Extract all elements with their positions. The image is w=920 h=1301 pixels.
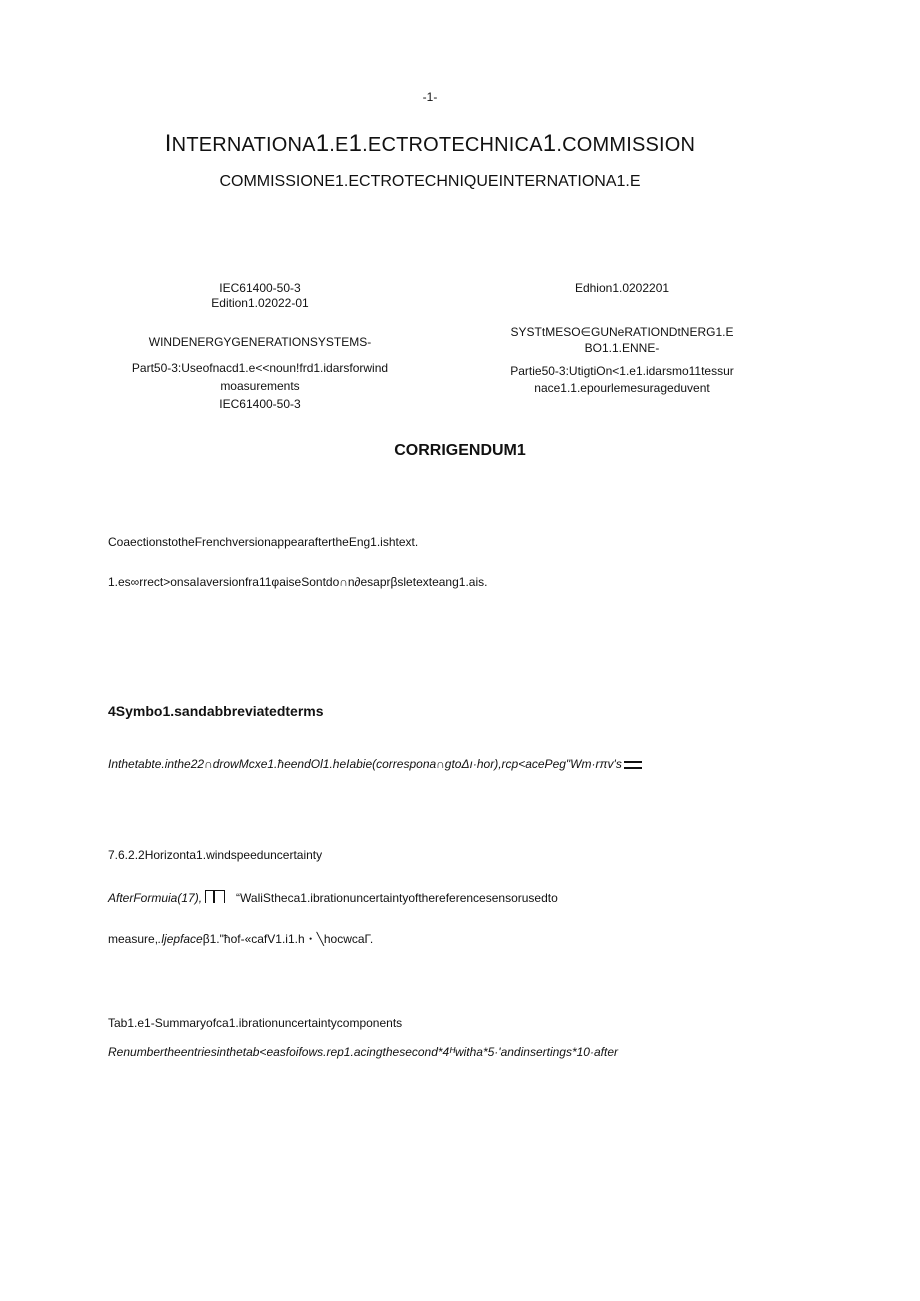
calibration-text: “WaliStheca1.ibrationuncertaintyofthereferencesensorusedto <box>236 891 558 905</box>
org-name-english-part6: 1 <box>542 130 557 157</box>
series-title-en: WINDENERGYGENERATIONSYSTEMS- <box>148 335 372 349</box>
table-1-instruction: Renumbertheentriesinthetab<easfoifows.rep1.acingthesecond*4ᴴwitha*5·'andinsertings*10·after <box>108 1045 618 1059</box>
org-name-english-part1: NTERNATIONA <box>171 134 316 156</box>
page-number: -1- <box>422 90 438 104</box>
org-name-english-initial: I <box>164 130 172 157</box>
org-name-english <box>0 130 860 158</box>
part-title-fr-line2: nace1.1.epourlemesurageduvent <box>534 381 710 395</box>
measure-text: measure, <box>108 932 159 946</box>
formula-symbol-mark <box>205 890 225 903</box>
standard-id-repeat: IEC61400-50-3 <box>219 397 301 411</box>
inserted-symbol-mark <box>624 761 642 769</box>
series-title-fr-line1: SYSTtMESO∈GUNeRATIONDtNERG1.E <box>510 325 734 339</box>
replace-tail-text: β1."ћof-«cafV1.i1.h・╲hocwcaΓ. <box>202 932 374 946</box>
org-name-english-part5: .ECTROTECHNICA <box>362 134 543 156</box>
org-name-english-part4: 1 <box>348 130 363 157</box>
edition-date: Edition1.02022-01 <box>211 296 309 310</box>
intro-english: CoaectionstotheFrenchversionappearaftertheEng1.ishtext. <box>108 535 419 549</box>
replace-text: .ljepface <box>158 932 203 946</box>
org-name-english-part7: .COMMISSION <box>556 134 696 156</box>
part-title-en-line2: moasurements <box>220 379 300 393</box>
org-name-english-part3: .E <box>329 134 349 156</box>
document-title: CORRIGENDUM1 <box>394 442 526 459</box>
section-7622-line2 <box>108 930 373 947</box>
section-7622-line1 <box>108 890 558 905</box>
after-formula-text: AfterFormuia(17), <box>108 891 203 905</box>
section-4-heading: 4Symbo1.sandabbreviatedterms <box>108 703 324 719</box>
part-title-fr-line1: Partie50-3:UtigtiOn<1.e1.idarsmo11tessur <box>510 364 734 378</box>
org-name-french: COMMISSIONE1.ECTROTECHNIQUEINTERNATIONA1.E <box>219 173 641 190</box>
standard-id: IEC61400-50-3 <box>219 281 301 295</box>
intro-french: 1.es∞rrect>onsaIaversionfra11φaiseSontdo∩n∂esaprβsletexteang1.ais. <box>108 575 488 589</box>
section-7622-heading: 7.6.2.2Horizonta1.windspeeduncertainty <box>108 848 323 862</box>
org-name-english-part2: 1 <box>315 130 330 157</box>
section-4-instruction: Inthetabte.inthe22∩drowMcxe1.ћeendOl1.heIabie(correspona∩gtoΔı·hor),rcp<acePeg"Wm·rπv's <box>108 757 622 771</box>
part-title-en-line1: Part50-3:Useofnacd1.e<<noun!frd1.idarsforwind <box>131 361 389 375</box>
edition-date-fr: Edhion1.0202201 <box>574 281 670 295</box>
series-title-fr-line2: BO1.1.ENNE- <box>584 341 660 355</box>
section-4-text <box>108 757 642 771</box>
table-1-heading: Tab1.e1-Summaryofca1.ibrationuncertaintycomponents <box>108 1016 403 1030</box>
